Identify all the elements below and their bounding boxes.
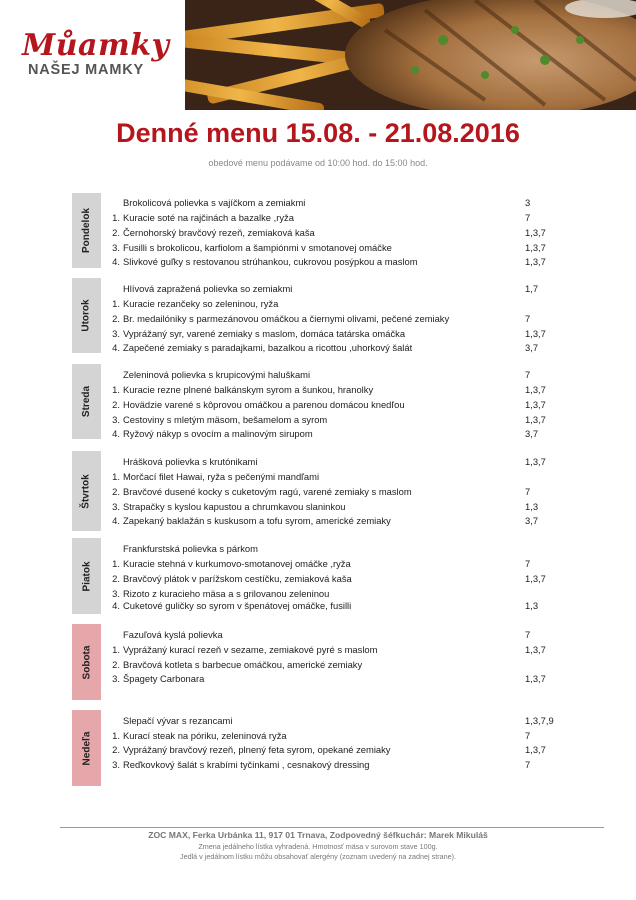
allergens: 7 [525, 369, 531, 380]
item-name: Kuracie stehná v kurkumovo-smotanovej omáčke ,ryža [123, 558, 351, 569]
day-tab-stvrtok [72, 451, 101, 531]
item-name: Br. medailóniky s parmezánovou omáčkou a čiernymi olivami, pečené zemiaky [123, 313, 450, 324]
item-name: Morčací filet Hawai, ryža s pečenými mandľami [123, 471, 320, 482]
soup-name: Brokolicová polievka s vajíčkom a zemiakmi [123, 197, 306, 208]
item-name: Bravčový plátok v parížskom cestíčku, zemiaková kaša [123, 573, 352, 584]
day-tab-piatok [72, 538, 101, 614]
item-name: Hovädzie varené s kôprovou omáčkou a parenou domácou knedľou [123, 399, 405, 410]
footer-note-allergens: Jedlá v jedálnom lístku môžu obsahovať alergény (zoznam uvedený na zadnej strane). [180, 852, 456, 861]
item-name: Zapečené zemiaky s paradajkami, bazalkou a ricottou ,uhorkový šalát [123, 342, 413, 353]
soup-row [108, 541, 578, 556]
day-label: Nedeľa [81, 731, 92, 765]
item-name: Strapačky s kyslou kapustou a chrumkavou slaninkou [123, 501, 346, 512]
item-name: Kuracie soté na rajčinách a bazalke ,ryža [123, 212, 294, 223]
menu-item-row [108, 598, 578, 613]
allergens: 1,3 [525, 600, 539, 611]
soup-name: Frankfurstská polievka s párkom [123, 543, 258, 554]
soup-name: Zeleninová polievka s krupicovými haluškami [123, 369, 311, 380]
item-name: Kurací steak na póriku, zeleninová ryža [123, 730, 287, 741]
item-number: 4. [112, 256, 120, 267]
soup-row [108, 367, 578, 382]
menu-item-row [108, 240, 578, 255]
item-number: 4. [112, 515, 120, 526]
allergens: 1,3,7 [525, 256, 546, 267]
item-number: 1. [112, 298, 120, 309]
item-name: Rizoto z kuracieho mäsa a s grilovanou zeleninou [123, 588, 330, 599]
item-name: Vyprážaný syr, varené zemiaky s maslom, domáca tatárska omáčka [123, 328, 406, 339]
allergens: 1,3,7 [525, 328, 546, 339]
allergens: 3,7 [525, 515, 539, 526]
logo-script-text: Můamky [22, 28, 170, 63]
soup-row [108, 454, 578, 469]
day-tab-nedela [72, 710, 101, 786]
soup-name: Hlívová zapražená polievka so zemiakmi [123, 283, 293, 294]
item-number: 3. [112, 414, 120, 425]
item-number: 3. [112, 242, 120, 253]
allergens: 3 [525, 197, 531, 208]
item-name: Vyprážaný kurací rezeň v sezame, zemiakové pyré s maslom [123, 644, 378, 655]
day-label: Sobota [81, 645, 93, 679]
item-number: 1. [112, 558, 120, 569]
item-name: Černohorský bravčový rezeň, zemiaková kaša [123, 227, 315, 238]
footer-note-weight: Zmena jedálneho lístka vyhradená. Hmotnosť mäsa v surovom stave 100g. [198, 842, 438, 851]
menu-item-row [108, 742, 578, 757]
item-name: Bravčová kotleta s barbecue omáčkou, americké zemiaky [123, 659, 363, 670]
item-number: 2. [112, 313, 120, 324]
item-number: 1. [112, 730, 120, 741]
menu-item-row [108, 728, 578, 743]
day-tab-utorok [72, 278, 101, 353]
allergens: 1,3,7,9 [525, 715, 554, 726]
menu-item-row [108, 499, 578, 514]
soup-row [108, 627, 578, 642]
hero-food-photo [185, 0, 636, 110]
menu-item-row [108, 657, 578, 672]
item-name: Cuketové guličky so syrom v špenátovej omáčke, fusilli [123, 600, 352, 611]
soup-row [108, 195, 578, 210]
item-number: 1. [112, 644, 120, 655]
soup-name: Hrášková polievka s krutónikami [123, 456, 258, 467]
day-label: Utorok [81, 299, 93, 332]
allergens: 3,7 [525, 342, 539, 353]
item-number: 2. [112, 399, 120, 410]
menu-item-row [108, 513, 578, 528]
day-label: Piatok [81, 560, 93, 592]
menu-item-row [108, 484, 578, 499]
menu-item-row [108, 340, 578, 355]
item-name: Kuracie rezančeky so zeleninou, ryža [123, 298, 279, 309]
menu-item-row [108, 757, 578, 772]
allergens: 1,7 [525, 283, 539, 294]
day-tab-sobota [72, 624, 101, 700]
menu-item-row [108, 671, 578, 686]
allergens: 1,3,7 [525, 242, 546, 253]
allergens: 1,3,7 [525, 456, 546, 467]
allergens: 1,3,7 [525, 414, 546, 425]
page-title: Denné menu 15.08. - 21.08.2016 [116, 118, 520, 148]
menu-item-row [108, 296, 578, 311]
soup-name: Slepačí vývar s rezancami [123, 715, 233, 726]
allergens: 1,3,7 [525, 384, 546, 395]
allergens: 7 [525, 558, 531, 569]
soup-row [108, 281, 578, 296]
menu-item-row [108, 642, 578, 657]
allergens: 1,3,7 [525, 399, 546, 410]
allergens: 7 [525, 313, 531, 324]
allergens: 7 [525, 730, 531, 741]
item-number: 2. [112, 744, 120, 755]
day-tab-streda [72, 364, 101, 439]
item-name: Bravčové dusené kocky s cuketovým ragú, varené zemiaky s maslom [123, 486, 412, 497]
day-label: Štvrtok [81, 473, 93, 509]
menu-item-row [108, 397, 578, 412]
allergens: 7 [525, 629, 531, 640]
grilled-steak-illustration [185, 0, 636, 110]
item-number: 3. [112, 328, 120, 339]
allergens: 7 [525, 212, 531, 223]
restaurant-logo [22, 30, 182, 90]
item-number: 1. [112, 471, 120, 482]
allergens: 7 [525, 759, 531, 770]
item-number: 3. [112, 588, 120, 599]
allergens: 1,3,7 [525, 573, 546, 584]
menu-item-row [108, 571, 578, 586]
item-number: 2. [112, 227, 120, 238]
allergens: 1,3,7 [525, 227, 546, 238]
serving-hours: obedové menu podávame od 10:00 hod. do 15:00 hod. [208, 158, 428, 168]
logo-subtitle: NAŠEJ MAMKY [28, 62, 144, 78]
item-name: Slivkové guľky s restovanou strúhankou, cukrovou posýpkou a maslom [123, 256, 418, 267]
item-number: 1. [112, 384, 120, 395]
footer-address: ZOC MAX, Ferka Urbánka 11, 917 01 Trnava, Zodpovedný šéfkuchár: Marek Mikuláš [148, 830, 488, 840]
item-name: Cestoviny s mletým mäsom, bešamelom a syrom [123, 414, 328, 425]
item-number: 4. [112, 342, 120, 353]
allergens: 1,3,7 [525, 644, 546, 655]
footer-divider [60, 827, 604, 828]
item-number: 1. [112, 212, 120, 223]
item-number: 3. [112, 759, 120, 770]
item-number: 2. [112, 659, 120, 670]
item-name: Vyprážaný bravčový rezeň, plnený feta syrom, opekané zemiaky [123, 744, 391, 755]
soup-name: Fazuľová kyslá polievka [123, 629, 223, 640]
item-name: Ryžový nákyp s ovocím a malinovým sirupom [123, 428, 313, 439]
menu-item-row [108, 311, 578, 326]
day-label: Streda [81, 385, 92, 418]
menu-item-row [108, 412, 578, 427]
soup-row [108, 713, 578, 728]
day-tab-pondelok [72, 193, 101, 268]
item-name: Kuracie rezne plnené balkánskym syrom a šunkou, hranolky [123, 384, 374, 395]
item-number: 4. [112, 428, 120, 439]
item-number: 3. [112, 673, 120, 684]
menu-item-row [108, 326, 578, 341]
item-number: 2. [112, 573, 120, 584]
item-name: Špagety Carbonara [123, 673, 205, 684]
allergens: 1,3,7 [525, 744, 546, 755]
allergens: 1,3 [525, 501, 539, 512]
menu-item-row [108, 254, 578, 269]
item-name: Reďkovkový šalát s krabími tyčinkami , cesnakový dressing [123, 759, 370, 770]
item-number: 2. [112, 486, 120, 497]
item-number: 4. [112, 600, 120, 611]
menu-item-row [108, 382, 578, 397]
menu-item-row [108, 556, 578, 571]
menu-item-row [108, 210, 578, 225]
item-name: Zapekaný baklažán s kuskusom a tofu syrom, americké zemiaky [123, 515, 391, 526]
allergens: 1,3,7 [525, 673, 546, 684]
item-number: 3. [112, 501, 120, 512]
allergens: 7 [525, 486, 531, 497]
menu-item-row [108, 225, 578, 240]
day-label: Pondelok [81, 207, 93, 254]
item-name: Fusilli s brokolicou, karfiolom a šampiónmi v smotanovej omáčke [123, 242, 392, 253]
allergens: 3,7 [525, 428, 539, 439]
menu-item-row [108, 426, 578, 441]
menu-item-row [108, 469, 578, 484]
